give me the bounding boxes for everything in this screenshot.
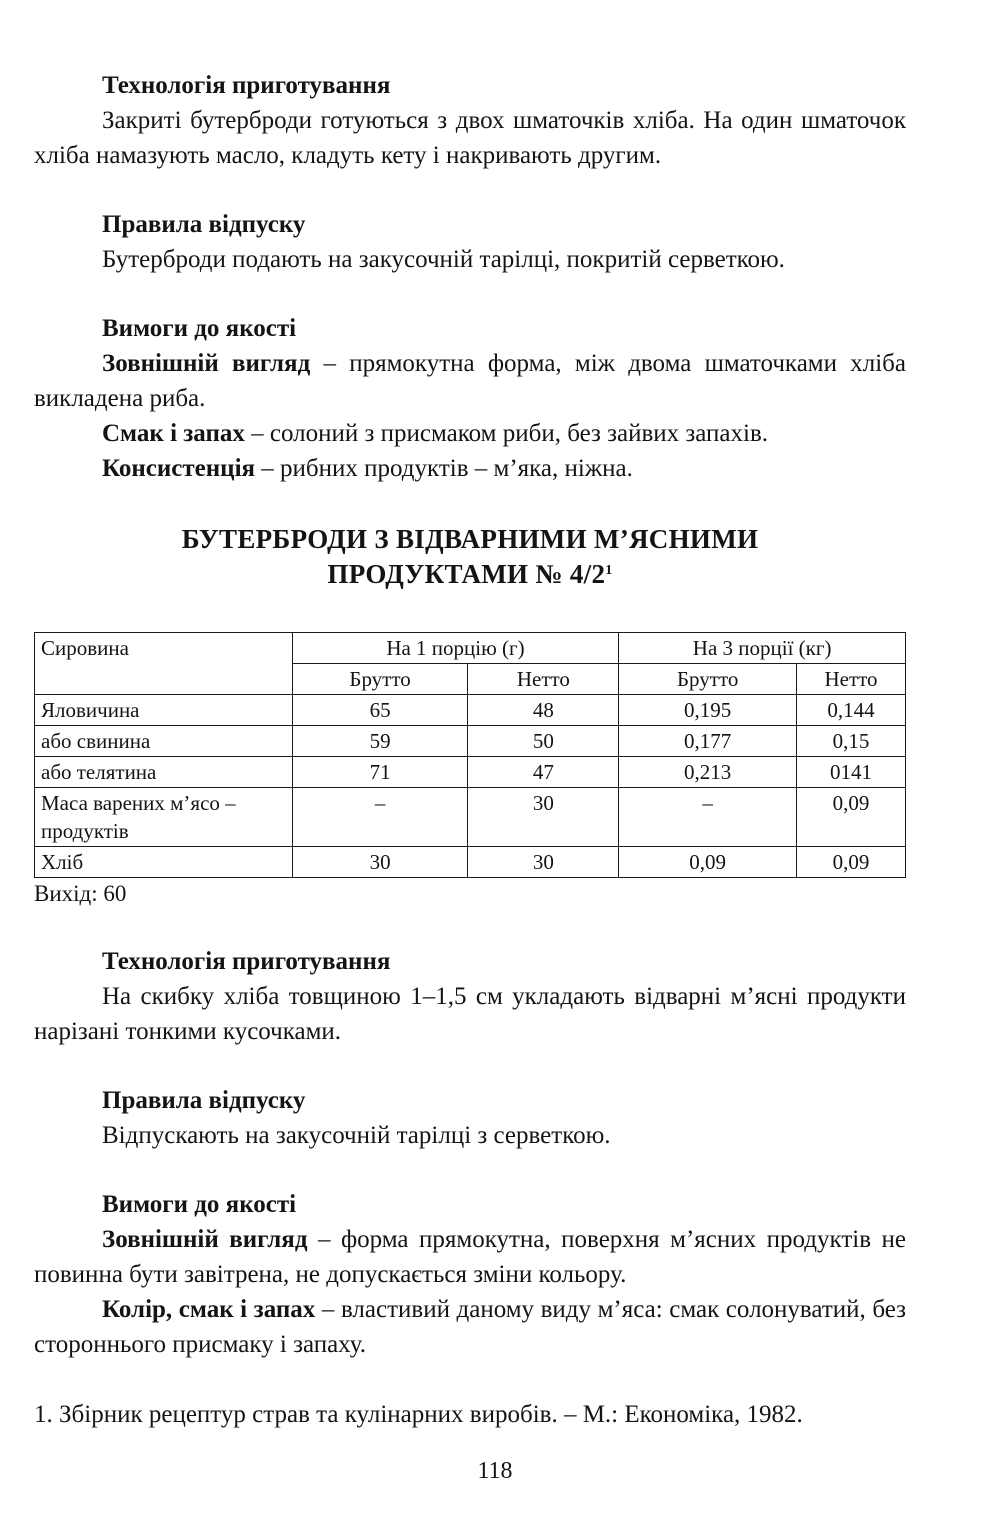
gross-per-portion: –	[292, 788, 468, 847]
net-three-portions: 0,15	[797, 726, 906, 757]
header-net: Нетто	[797, 664, 906, 695]
section-heading-technology: Технологія приготування	[102, 948, 391, 975]
table-header-row	[35, 633, 906, 664]
table-row	[35, 757, 906, 788]
appearance-paragraph	[34, 1222, 906, 1292]
net-per-portion: 47	[468, 757, 619, 788]
header-gross: Брутто	[292, 664, 468, 695]
net-per-portion: 50	[468, 726, 619, 757]
recipe-table	[34, 632, 906, 878]
technology-paragraph: На скибку хліба товщиною 1–1,5 см укладають відварні м’ясні продукти нарізані тонкими кусочками.	[34, 983, 906, 1045]
section-heading-quality: Вимоги до якості	[102, 315, 297, 342]
taste-label: Смак і запах	[102, 420, 245, 447]
table-row	[35, 726, 906, 757]
serving-paragraph: Відпускають на закусочній тарілці з серветкою.	[102, 1122, 611, 1149]
section-heading-technology: Технологія приготування	[102, 72, 391, 99]
net-per-portion: 48	[468, 695, 619, 726]
spacer	[34, 910, 906, 944]
header-raw-material: Сировина	[35, 633, 293, 695]
gross-per-portion: 65	[292, 695, 468, 726]
net-three-portions: 0,09	[797, 847, 906, 878]
spacer	[34, 277, 906, 311]
technology-paragraph: Закриті бутерброди готуються з двох шматочків хліба. На один шматочок хліба намазують масло, кладуть кету і накривають другим.	[34, 107, 906, 169]
table-row	[35, 695, 906, 726]
texture-text: – рибних продуктів – м’яка, ніжна.	[255, 455, 633, 482]
ingredient-name: Хліб	[35, 847, 293, 878]
spacer	[34, 173, 906, 207]
gross-three-portions: 0,195	[619, 695, 797, 726]
taste-paragraph	[34, 416, 906, 451]
gross-three-portions: 0,177	[619, 726, 797, 757]
appearance-text: – форма прямокутна, поверхня м’ясних продуктів не повинна бути завітрена, не допускається зміни кольору.	[34, 1226, 906, 1288]
header-per-three-portions: На 3 порції (кг)	[619, 633, 906, 664]
table-row	[35, 847, 906, 878]
color-taste-label: Колір, смак і запах	[102, 1296, 316, 1323]
serving-paragraph: Бутерброди подають на закусочній тарілці, покритій серветкою.	[102, 246, 785, 273]
recipe-output: Вихід: 60	[34, 881, 127, 906]
appearance-text: – прямокутна форма, між двома шматочками хліба викладена риба.	[34, 350, 906, 412]
footnote	[34, 1398, 906, 1432]
net-three-portions: 0,09	[797, 788, 906, 847]
spacer	[34, 1049, 906, 1083]
net-three-portions: 0141	[797, 757, 906, 788]
gross-per-portion: 59	[292, 726, 468, 757]
ingredient-name: Яловичина	[35, 695, 293, 726]
gross-three-portions: 0,213	[619, 757, 797, 788]
texture-label: Консистенція	[102, 455, 256, 482]
header-net: Нетто	[468, 664, 619, 695]
color-taste-paragraph	[34, 1292, 906, 1362]
color-taste-text: – властивий даному виду м’яса: смак солонуватий, без стороннього присмаку і запаху.	[34, 1296, 907, 1358]
section-heading-quality: Вимоги до якості	[102, 1191, 297, 1218]
section-heading-serving: Правила відпуску	[102, 211, 306, 238]
spacer	[34, 486, 906, 522]
ingredient-name: або телятина	[35, 757, 293, 788]
header-per-portion: На 1 порцію (г)	[292, 633, 619, 664]
spacer	[34, 1153, 906, 1187]
ingredient-name: Маса варених м’ясо – продуктів	[35, 788, 293, 847]
appearance-label: Зовнішній вигляд	[102, 1226, 308, 1253]
document-page	[34, 68, 906, 1432]
recipe-title-text: ПРОДУКТАМИ № 4/2	[327, 559, 606, 589]
page-number: 118	[477, 1458, 513, 1484]
gross-per-portion: 30	[292, 847, 468, 878]
appearance-label: Зовнішній вигляд	[102, 350, 311, 377]
net-per-portion: 30	[468, 788, 619, 847]
appearance-paragraph	[34, 346, 906, 416]
section-heading-serving: Правила відпуску	[102, 1087, 306, 1114]
gross-three-portions: –	[619, 788, 797, 847]
header-gross: Брутто	[619, 664, 797, 695]
table-row	[35, 788, 906, 847]
footnote-text: 1. Збірник рецептур страв та кулінарних виробів. – М.: Економіка, 1982.	[34, 1401, 803, 1428]
gross-per-portion: 71	[292, 757, 468, 788]
taste-text: – солоний з присмаком риби, без зайвих запахів.	[244, 420, 769, 447]
recipe-title-line2	[34, 557, 906, 592]
net-per-portion: 30	[468, 847, 619, 878]
spacer	[34, 1362, 906, 1398]
net-three-portions: 0,144	[797, 695, 906, 726]
recipe-title-line1: БУТЕРБРОДИ З ВІДВАРНИМИ М’ЯСНИМИ	[181, 524, 759, 554]
spacer	[34, 592, 906, 632]
ingredient-name: або свинина	[35, 726, 293, 757]
gross-three-portions: 0,09	[619, 847, 797, 878]
texture-paragraph	[34, 451, 906, 486]
footnote-marker: 1	[605, 563, 613, 578]
